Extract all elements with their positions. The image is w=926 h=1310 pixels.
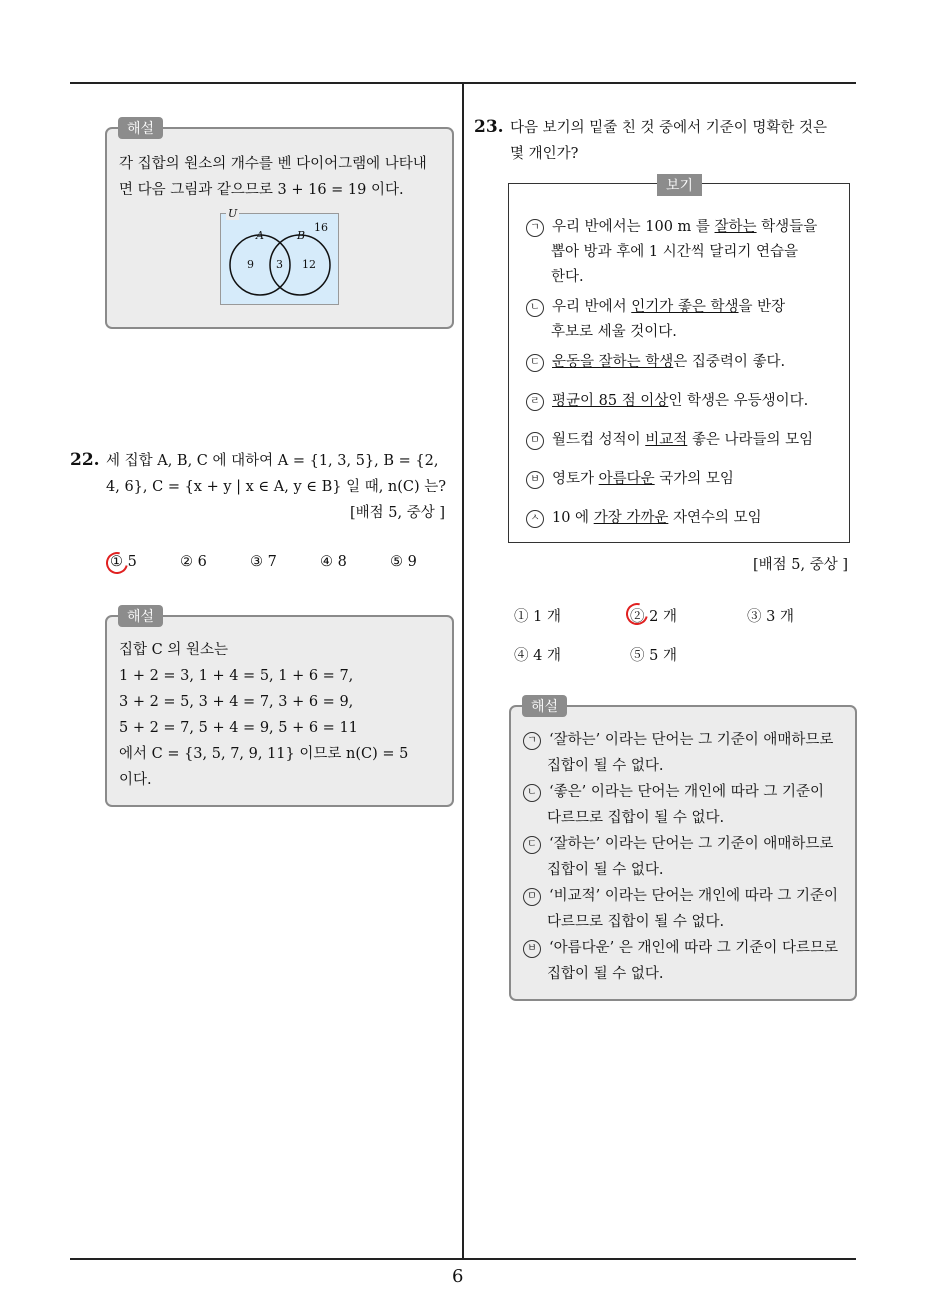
q23-choice-1[interactable] <box>514 605 561 626</box>
bogi-tag: 보기 <box>657 174 702 196</box>
solution-3-item-2-line-1: ‘좋은’ 이라는 단어는 개인에 따라 그 기준이 <box>549 784 824 800</box>
solution-3-item-1 <box>523 727 833 753</box>
bogi-item-2-cont-1: 후보로 세울 것이다. <box>551 324 677 340</box>
question-22-number: 22. <box>70 450 100 470</box>
question-22-line-1: 세 집합 A, B, C 에 대하여 A = {1, 3, 5}, B = {2, <box>106 453 439 469</box>
q23-choice-2-text: 2 개 <box>649 609 677 625</box>
column-divider <box>462 83 464 1259</box>
bogi-item-2 <box>526 295 785 320</box>
solution-3-item-5-line-2: 집합이 될 수 없다. <box>547 966 664 982</box>
solution-3-item-5-line-1: ‘아름다운’ 은 개인에 따라 그 기준이 다르므로 <box>549 940 838 956</box>
bogi-item-3 <box>526 350 785 375</box>
solution-2-line-4: 5 + 2 = 7, 5 + 4 = 9, 5 + 6 = 11 <box>119 720 358 736</box>
bogi-item-1-cont-2: 한다. <box>551 269 584 285</box>
q23-choice-3-num: ③ <box>747 609 762 625</box>
solution-3-item-2 <box>523 779 824 805</box>
solution-2-line-6: 이다. <box>119 772 152 788</box>
solution-box-2 <box>105 615 454 807</box>
q22-choice-4-text: 8 <box>337 554 347 570</box>
venn-label-a: A <box>256 229 264 242</box>
bogi-item-4-post: 인 학생은 우등생이다. <box>668 393 809 409</box>
question-23-line-2: 몇 개인가? <box>510 146 579 162</box>
bogi-item-7-post: 자연수의 모임 <box>668 510 762 526</box>
q23-choice-3-text: 3 개 <box>766 609 794 625</box>
solution-tag-3: 해설 <box>522 695 567 717</box>
q22-choice-1-text: 5 <box>127 554 137 570</box>
bogi-item-2-pre: 우리 반에서 <box>552 299 632 315</box>
bogi-item-1-cont-1: 뽑아 방과 후에 1 시간씩 달리기 연습을 <box>551 244 798 260</box>
q22-choice-5-text: 9 <box>407 554 417 570</box>
bottom-rule <box>70 1258 856 1260</box>
solution-3-item-4-line-2: 다르므로 집합이 될 수 없다. <box>547 914 725 930</box>
solution-3-item-5 <box>523 935 838 961</box>
q22-choice-5-num: ⑤ <box>390 554 403 570</box>
bogi-item-6-pre: 영토가 <box>552 471 599 487</box>
bogi-item-3-post: 은 집중력이 좋다. <box>673 354 786 370</box>
venn-value-outside: 16 <box>314 221 328 234</box>
q22-choice-5[interactable] <box>390 554 417 570</box>
q23-choice-4-text: 4 개 <box>533 648 561 664</box>
bogi-item-2-post: 을 반장 <box>738 299 786 315</box>
question-22-score: [배점 5, 중상 ] <box>350 505 446 521</box>
q22-choice-3-text: 7 <box>267 554 277 570</box>
q23-choice-5[interactable] <box>630 644 677 665</box>
solution-2-line-1: 집합 C 의 원소는 <box>119 642 228 658</box>
q23-choice-2-num: ② <box>630 609 645 625</box>
bogi-item-5-label: ㅁ <box>526 432 544 450</box>
q22-choice-1-num: ① <box>110 554 123 570</box>
q22-choice-4-num: ④ <box>320 554 333 570</box>
solution-1-line-2: 면 다음 그림과 같으므로 3 + 16 = 19 이다. <box>119 182 404 198</box>
bogi-item-5-pre: 월드컵 성적이 <box>552 432 646 448</box>
bogi-item-1-post: 학생들을 <box>756 219 818 235</box>
q23-choice-3[interactable] <box>747 605 794 626</box>
bogi-item-6 <box>526 467 734 492</box>
bogi-item-1-label: ㄱ <box>526 219 544 237</box>
q22-choice-4[interactable] <box>320 554 347 570</box>
solution-3-item-1-line-2: 집합이 될 수 없다. <box>547 758 664 774</box>
solution-3-item-3-label: ㄷ <box>523 836 541 854</box>
bogi-item-4-label: ㄹ <box>526 393 544 411</box>
bogi-item-3-underlined: 운동을 잘하는 학생 <box>552 354 674 370</box>
question-22-line-2: 4, 6}, C = {x + y | x ∈ A, y ∈ B} 일 때, n(C) 는? <box>106 479 447 495</box>
solution-2-line-3: 3 + 2 = 5, 3 + 4 = 7, 3 + 6 = 9, <box>119 694 354 710</box>
solution-2-line-2: 1 + 2 = 3, 1 + 4 = 5, 1 + 6 = 7, <box>119 668 354 684</box>
bogi-item-5-underlined: 비교적 <box>645 432 688 448</box>
venn-label-b: B <box>297 229 306 242</box>
question-23-score: [배점 5, 중상 ] <box>753 557 849 573</box>
venn-value-only-a: 9 <box>247 258 254 271</box>
solution-3-item-4-line-1: ‘비교적’ 이라는 단어는 개인에 따라 그 기준이 <box>549 888 838 904</box>
solution-tag-2: 해설 <box>118 605 163 627</box>
q23-choice-4-num: ④ <box>514 648 529 664</box>
bogi-item-1-pre: 우리 반에서는 100 m 를 <box>552 219 715 235</box>
venn-label-u: U <box>228 207 238 220</box>
q23-choice-1-num: ① <box>514 609 529 625</box>
solution-box-3 <box>509 705 857 1001</box>
question-23-line-1: 다음 보기의 밑줄 친 것 중에서 기준이 명확한 것은 <box>510 120 828 136</box>
bogi-item-4-underlined: 평균이 85 점 이상 <box>552 393 669 409</box>
solution-3-item-3 <box>523 831 833 857</box>
bogi-item-3-label: ㄷ <box>526 354 544 372</box>
solution-3-item-2-label: ㄴ <box>523 784 541 802</box>
solution-3-item-1-line-1: ‘잘하는’ 이라는 단어는 그 기준이 애매하므로 <box>549 732 834 748</box>
bogi-item-7-label: ㅅ <box>526 510 544 528</box>
solution-3-item-5-label: ㅂ <box>523 940 541 958</box>
page-number: 6 <box>452 1266 464 1287</box>
solution-1-line-1: 각 집합의 원소의 개수를 벤 다이어그램에 나타내 <box>119 156 427 172</box>
solution-3-item-1-label: ㄱ <box>523 732 541 750</box>
question-23-number: 23. <box>474 117 504 137</box>
q22-choice-2-num: ② <box>180 554 193 570</box>
bogi-item-1-underlined: 잘하는 <box>714 219 757 235</box>
bogi-item-5 <box>526 428 813 453</box>
solution-2-line-5: 에서 C = {3, 5, 7, 9, 11} 이므로 n(C) = 5 <box>119 746 409 762</box>
solution-box-1 <box>105 127 454 329</box>
q22-choice-3-num: ③ <box>250 554 263 570</box>
solution-3-item-3-line-2: 집합이 될 수 없다. <box>547 862 664 878</box>
bogi-item-7-underlined: 가장 가까운 <box>593 510 669 526</box>
venn-value-both: 3 <box>276 258 283 271</box>
q22-choice-3[interactable] <box>250 554 277 570</box>
bogi-item-7 <box>526 506 762 531</box>
solution-3-item-3-line-1: ‘잘하는’ 이라는 단어는 그 기준이 애매하므로 <box>549 836 834 852</box>
solution-3-item-2-line-2: 다르므로 집합이 될 수 없다. <box>547 810 725 826</box>
bogi-item-7-pre: 10 에 <box>552 510 594 526</box>
bogi-item-5-post: 좋은 나라들의 모임 <box>687 432 814 448</box>
venn-value-only-b: 12 <box>302 258 316 271</box>
solution-3-item-4-label: ㅁ <box>523 888 541 906</box>
bogi-item-6-post: 국가의 모임 <box>654 471 734 487</box>
answer-mark-q22 <box>102 548 132 578</box>
bogi-item-2-underlined: 인기가 좋은 학생 <box>631 299 739 315</box>
q23-choice-5-num: ⑤ <box>630 648 645 664</box>
q22-choice-2-text: 6 <box>197 554 207 570</box>
bogi-item-4 <box>526 389 808 414</box>
q23-choice-5-text: 5 개 <box>649 648 677 664</box>
bogi-item-6-underlined: 아름다운 <box>598 471 655 487</box>
solution-3-item-4 <box>523 883 838 909</box>
bogi-item-2-label: ㄴ <box>526 299 544 317</box>
bogi-item-6-label: ㅂ <box>526 471 544 489</box>
q22-choice-2[interactable] <box>180 554 207 570</box>
bogi-item-1 <box>526 215 817 240</box>
solution-tag-1: 해설 <box>118 117 163 139</box>
q23-choice-4[interactable] <box>514 644 561 665</box>
venn-diagram <box>220 207 339 305</box>
q23-choice-1-text: 1 개 <box>533 609 561 625</box>
